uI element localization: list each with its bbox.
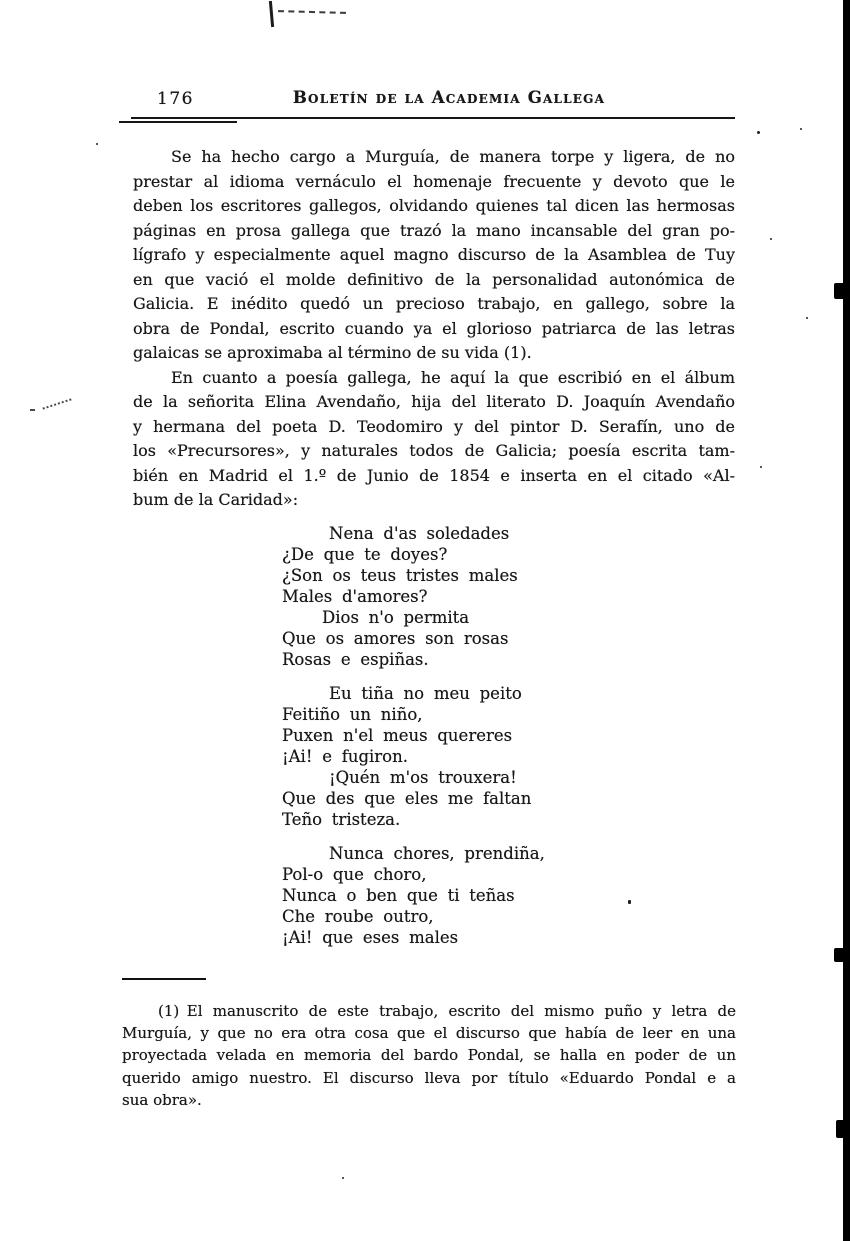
footnote-line: (1) El manuscrito de este trabajo, escrito del mismo puño y letra de — [158, 1001, 736, 1020]
journal-title: Boletín de la Academia Gallega — [292, 88, 606, 107]
ink-speck — [806, 317, 808, 319]
poem-line: Rosas e espiñas. — [282, 649, 429, 669]
scan-artifact-pen-stroke — [269, 1, 274, 27]
header-rule — [131, 117, 735, 119]
page-number: 176 — [157, 89, 194, 109]
poem-line: Teño tristeza. — [282, 809, 401, 829]
paragraph-line: obra de Pondal, escrito cuando ya el glorioso patriarca de las letras — [133, 318, 735, 338]
poem-stanza — [282, 683, 735, 830]
poem-line: Eu tiña no meu peito — [329, 683, 522, 703]
poem-line: Puxen n'el meus quereres — [282, 725, 513, 745]
scan-edge-blob — [834, 948, 848, 962]
paragraph-line: páginas en prosa gallega que trazó la mano incansable del gran po- — [133, 220, 735, 240]
paragraph-line: Se ha hecho cargo a Murguía, de manera torpe y ligera, de no — [171, 147, 735, 166]
scan-artifact-dashed-smudge — [278, 10, 346, 14]
footnote-line: proyectada velada en memoria del bardo Pondal, se halla en poder de un — [122, 1046, 736, 1065]
body-paragraph — [133, 366, 735, 513]
footnote — [122, 1000, 736, 1112]
paragraph-line: prestar al idioma vernáculo el homenaje frecuente y devoto que le — [133, 171, 735, 191]
poem-line: Dios n'o permita — [322, 607, 470, 627]
poem-line: ¡Ai! e fugiron. — [282, 746, 408, 766]
poem-line: Nena d'as soledades — [329, 523, 510, 543]
footnote-line: Murguía, y que no era otra cosa que el discurso que había de leer en una — [122, 1023, 736, 1042]
poem-line: Que os amores son rosas — [282, 628, 509, 648]
poem-line: Pol-o que choro, — [282, 864, 427, 884]
poem — [282, 523, 735, 948]
ink-speck — [757, 131, 760, 134]
ink-speck — [760, 466, 762, 468]
ink-speck — [96, 143, 98, 145]
paragraph-line: En cuanto a poesía gallega, he aquí la que escribió en el álbum — [171, 367, 735, 387]
paragraph-line: lígrafo y especialmente aquel magno discurso de la Asamblea de Tuy — [133, 245, 735, 264]
scan-edge-bar — [843, 0, 850, 1241]
footnote-separator — [122, 978, 206, 980]
ink-speck — [342, 1177, 344, 1179]
body-paragraph — [133, 145, 735, 366]
page-header — [133, 88, 735, 112]
poem-line: ¡Quén m'os trouxera! — [329, 767, 517, 787]
paragraph-line: bién en Madrid el 1.º de Junio de 1854 e inserta en el citado «Al- — [133, 465, 735, 485]
poem-line: Males d'amores? — [282, 586, 428, 606]
poem-line: Nunca chores, prendiña, — [329, 843, 545, 863]
poem-line: Que des que eles me faltan — [282, 788, 532, 808]
scan-edge-blob — [836, 1120, 846, 1138]
poem-line: Nunca o ben que ti teñas — [282, 885, 515, 905]
poem-line: Feitiño un niño, — [282, 704, 423, 724]
poem-line: Che roube outro, — [282, 906, 434, 926]
body-text — [133, 145, 735, 513]
paragraph-line: los «Precursores», y naturales todos de Galicia; poesía escrita tam- — [133, 441, 735, 460]
scan-edge-blob — [834, 283, 847, 299]
scan-artifact-margin-dot — [30, 409, 35, 411]
footnote-line: sua obra». — [122, 1091, 202, 1110]
poem-stanza — [282, 523, 735, 670]
paragraph-line: deben los escritores gallegos, olvidando quienes tal dicen las hermosas — [133, 196, 735, 215]
page-content — [122, 88, 736, 1112]
paragraph-line: galaicas se aproximaba al término de su vida (1). — [133, 343, 532, 362]
scan-artifact-margin-mark — [42, 398, 71, 409]
poem-stanza — [282, 843, 735, 948]
ink-speck — [770, 238, 772, 240]
paragraph-line: y hermana del poeta D. Teodomiro y del pintor D. Serafín, uno de — [133, 416, 735, 436]
poem-line: ¿De que te doyes? — [282, 544, 448, 564]
footnote-line: querido amigo nuestro. El discurso lleva por título «Eduardo Pondal e a — [122, 1068, 736, 1087]
poem-line: ¿Son os teus tristes males — [282, 565, 518, 585]
paragraph-line: bum de la Caridad»: — [133, 490, 299, 509]
ink-speck — [800, 128, 802, 130]
paragraph-line: Galicia. E inédito quedó un precioso trabajo, en gallego, sobre la — [133, 294, 735, 313]
paragraph-line: en que vació el molde definitivo de la personalidad autonómica de — [133, 269, 735, 289]
paragraph-line: de la señorita Elina Avendaño, hija del literato D. Joaquín Avendaño — [133, 392, 735, 411]
poem-line: ¡Ai! que eses males — [282, 927, 459, 947]
